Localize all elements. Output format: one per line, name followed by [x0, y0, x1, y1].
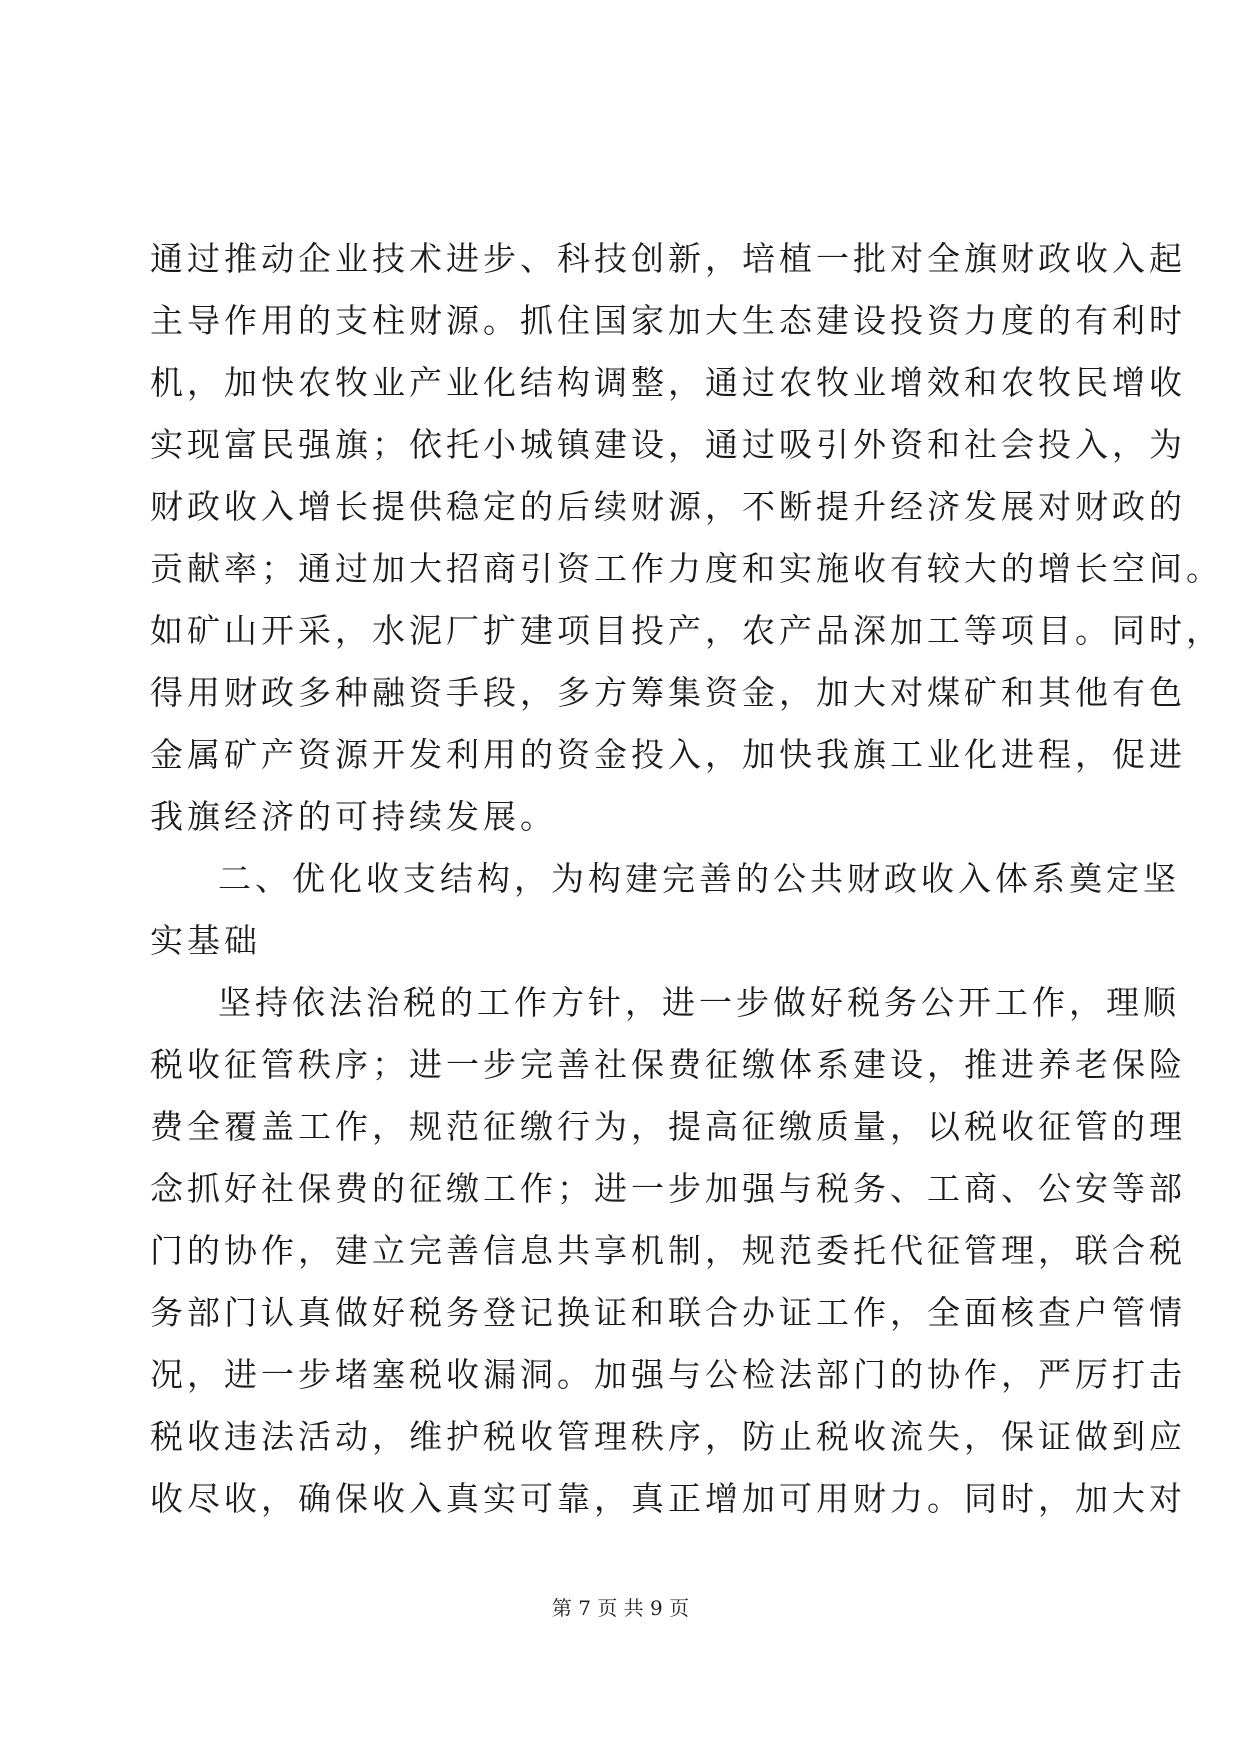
text-line: 实现富民强旗；依托小城镇建设，通过吸引外资和社会投入，为 — [150, 425, 1186, 464]
text-line: 贡献率；通过加大招商引资工作力度和实施收有较大的增长空间。 — [150, 549, 1223, 588]
text-line: 况，进一步堵塞税收漏洞。加强与公检法部门的协作，严厉打击 — [150, 1355, 1186, 1394]
text-line: 通过推动企业技术进步、科技创新，培植一批对全旗财政收入起 — [150, 239, 1186, 278]
text-line: 得用财政多种融资手段，多方筹集资金，加大对煤矿和其他有色 — [150, 673, 1186, 712]
text-line: 我旗经济的可持续发展。 — [150, 797, 557, 836]
text-line: 收尽收，确保收入真实可靠，真正增加可用财力。同时，加大对 — [150, 1479, 1186, 1518]
text-line: 坚持依法治税的工作方针，进一步做好税务公开工作，理顺 — [218, 983, 1180, 1022]
text-line: 费全覆盖工作，规范征缴行为，提高征缴质量，以税收征管的理 — [150, 1107, 1186, 1146]
section-heading-line: 二、优化收支结构，为构建完善的公共财政收入体系奠定坚 — [218, 859, 1180, 898]
text-line: 税收违法活动，维护税收管理秩序，防止税收流失，保证做到应 — [150, 1417, 1186, 1456]
text-line: 主导作用的支柱财源。抓住国家加大生态建设投资力度的有利时 — [150, 301, 1186, 340]
text-line: 念抓好社保费的征缴工作；进一步加强与税务、工商、公安等部 — [150, 1169, 1186, 1208]
text-line: 财政收入增长提供稳定的后续财源，不断提升经济发展对财政的 — [150, 487, 1186, 526]
section-heading-line: 实基础 — [150, 921, 261, 960]
text-line: 税收征管秩序；进一步完善社保费征缴体系建设，推进养老保险 — [150, 1045, 1186, 1084]
text-line: 务部门认真做好税务登记换证和联合办证工作，全面核查户管情 — [150, 1293, 1186, 1332]
text-line: 机，加快农牧业产业化结构调整，通过农牧业增效和农牧民增收 — [150, 363, 1186, 402]
document-body — [150, 228, 1223, 1530]
text-line: 门的协作，建立完善信息共享机制，规范委托代征管理，联合税 — [150, 1231, 1186, 1270]
text-line: 如矿山开采，水泥厂扩建项目投产，农产品深加工等项目。同时， — [150, 611, 1223, 650]
text-line: 金属矿产资源开发利用的资金投入，加快我旗工业化进程，促进 — [150, 735, 1186, 774]
page-number-footer: 第 7 页 共 9 页 — [551, 1596, 690, 1620]
